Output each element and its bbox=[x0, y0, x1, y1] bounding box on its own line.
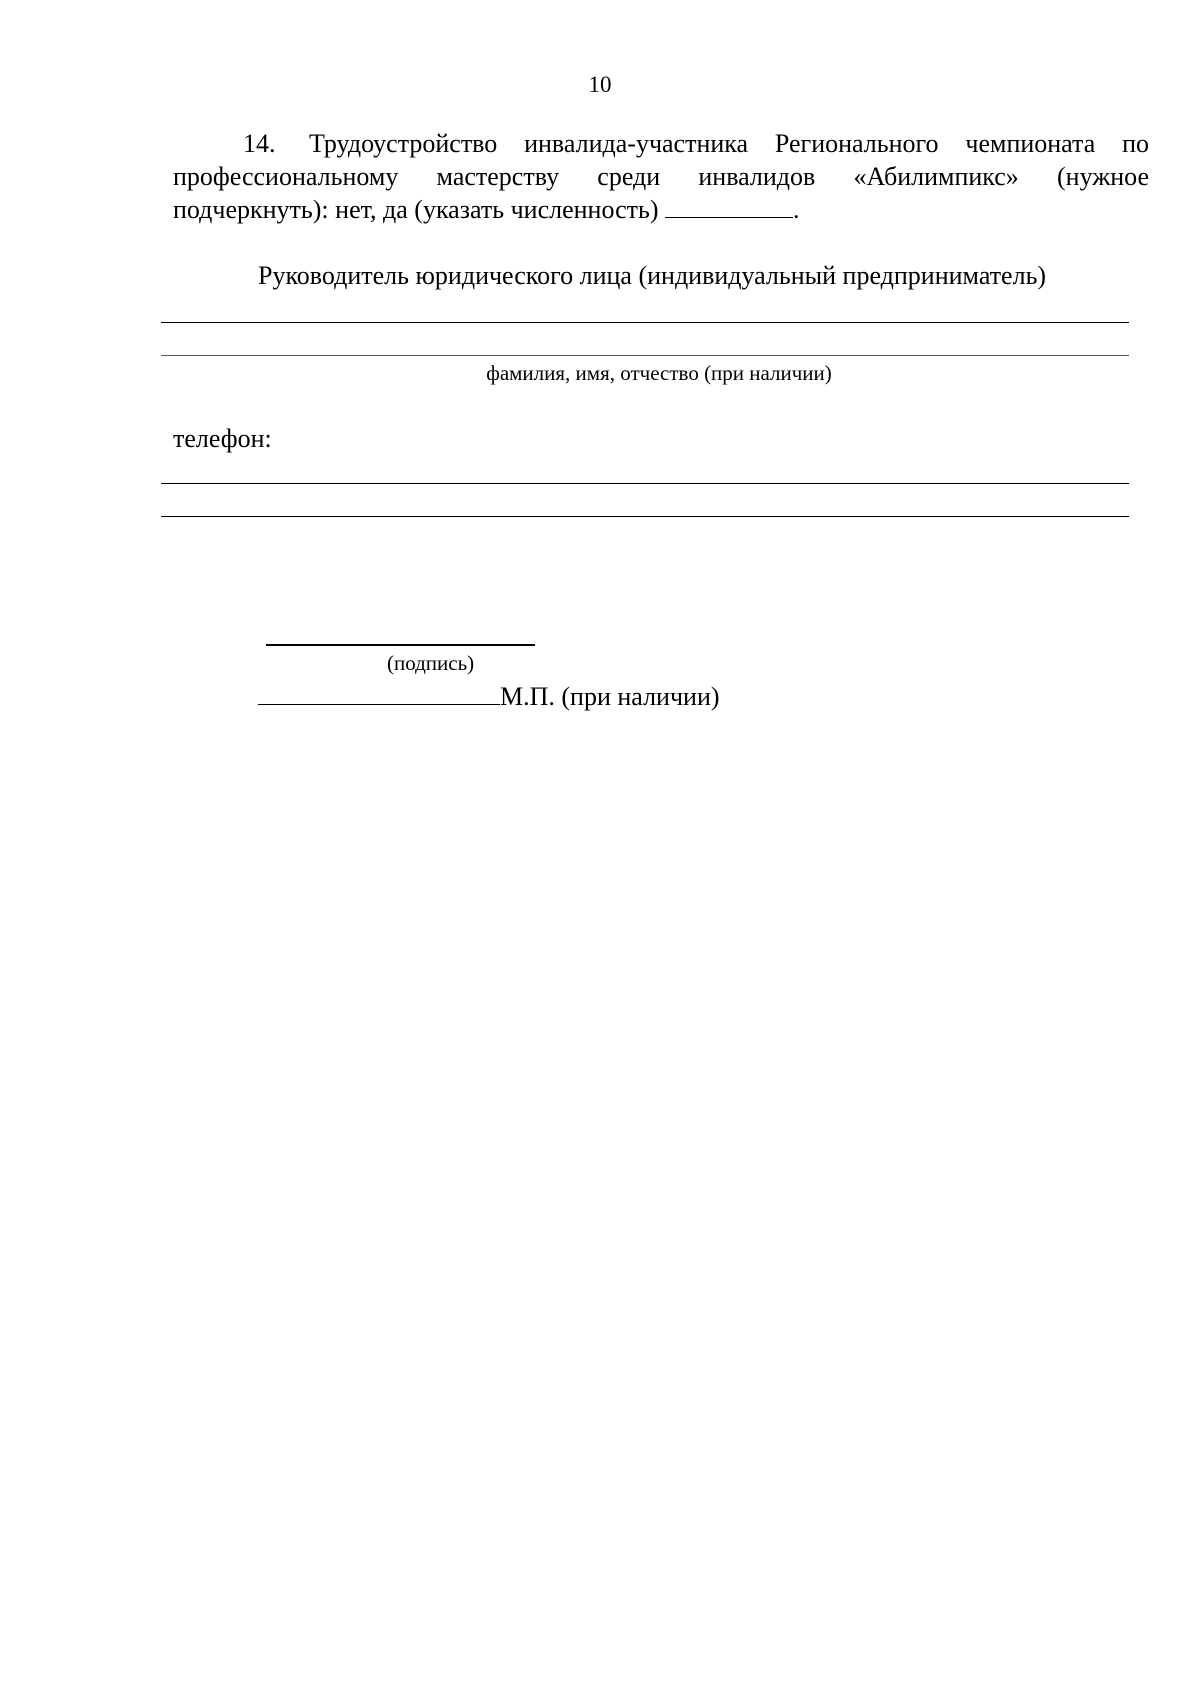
phone-line-2[interactable] bbox=[161, 516, 1129, 517]
phone-label: телефон: bbox=[173, 424, 272, 453]
item-14-text: Трудоустройство инвалида-участника Регионального чемпионата по профессиональному мастерству среди инвалидов «Абилимпикс» (нужное подчеркнуть): нет, да (указать численность) bbox=[173, 129, 1149, 224]
signature-caption: (подпись) bbox=[387, 651, 475, 675]
stamp-line[interactable] bbox=[258, 679, 500, 705]
stamp-row bbox=[258, 679, 720, 713]
phone-line-1[interactable] bbox=[161, 483, 1129, 484]
stamp-label: М.П. (при наличии) bbox=[500, 682, 720, 711]
page-number: 10 bbox=[588, 72, 612, 97]
item-14-period: . bbox=[793, 195, 800, 224]
item-14-paragraph bbox=[173, 127, 1149, 226]
head-name-line-2[interactable] bbox=[161, 355, 1129, 356]
signature-line[interactable] bbox=[266, 644, 535, 646]
head-name-line-1[interactable] bbox=[161, 322, 1129, 323]
fio-caption: фамилия, имя, отчество (при наличии) bbox=[486, 361, 832, 385]
item-number: 14. bbox=[243, 129, 276, 158]
employment-count-blank[interactable] bbox=[665, 195, 793, 218]
head-title: Руководитель юридического лица (индивидуальный предприниматель) bbox=[258, 261, 1047, 290]
